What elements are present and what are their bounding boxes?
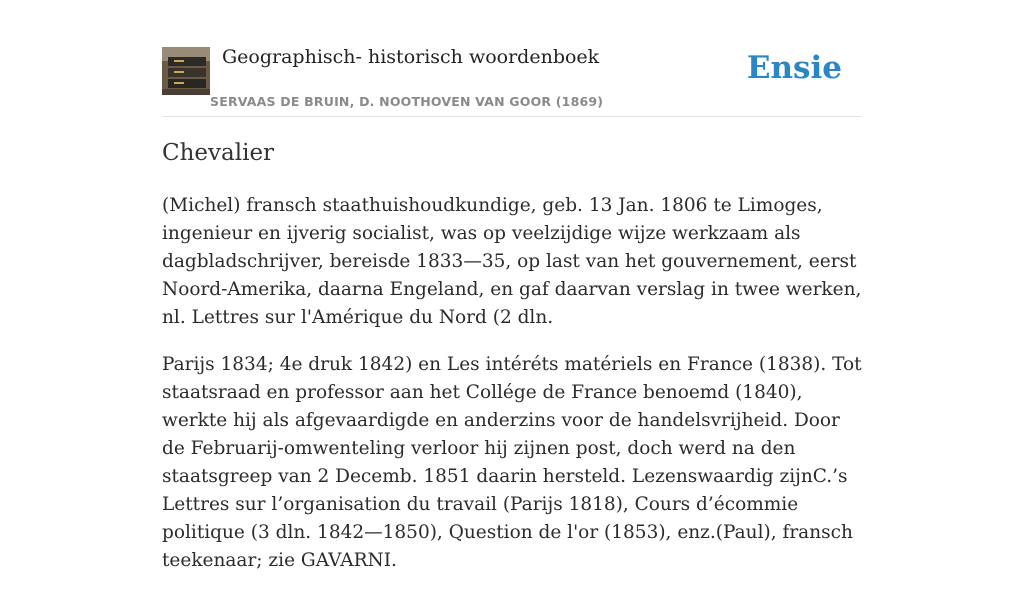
entry-body bbox=[162, 192, 867, 594]
book-header bbox=[162, 44, 862, 117]
book-cover-icon[interactable] bbox=[162, 47, 210, 95]
entry-paragraph: (Michel) fransch staathuishoudkundige, geb. 13 Jan. 1806 te Limoges, ingenieur en ijverig socialist, was op veelzijdige wijze werkzaam als dagbladschrijver, bereisde 1833—35, op last van het gouvernement, eerst Noord-Amerika, daarna Engeland, en gaf daarvan verslag in twee werken, nl. Lettres sur l'Amérique du Nord (2 dln. bbox=[162, 195, 862, 328]
entry-paragraph: Parijs 1834; 4e druk 1842) en Les intéréts matériels en France (1838). Tot staatsraad en professor aan het Collége de France benoemd (1840), werkte hij als afgevaardigde en anderzins voor de handelsvrijheid. Door de Februarij-omwenteling verloor hij zijnen post, doch werd na den staatsgreep van 2 Decemb. 1851 daarin hersteld. Lezenswaardig zijnC.’s Lettres sur l’organisation du travail (Parijs 1818), Cours d’écommie politique (3 dln. 1842—1850), Question de l'or (1853), enz.(Paul), fransch teekenaar; zie GAVARNI. bbox=[162, 354, 862, 571]
book-title[interactable]: Geographisch- historisch woordenboek bbox=[222, 46, 600, 68]
entry-title: Chevalier bbox=[162, 140, 275, 166]
book-author: SERVAAS DE BRUIN, D. NOOTHOVEN VAN GOOR (1869) bbox=[210, 94, 604, 109]
ensie-logo-link[interactable]: Ensie bbox=[746, 50, 842, 86]
